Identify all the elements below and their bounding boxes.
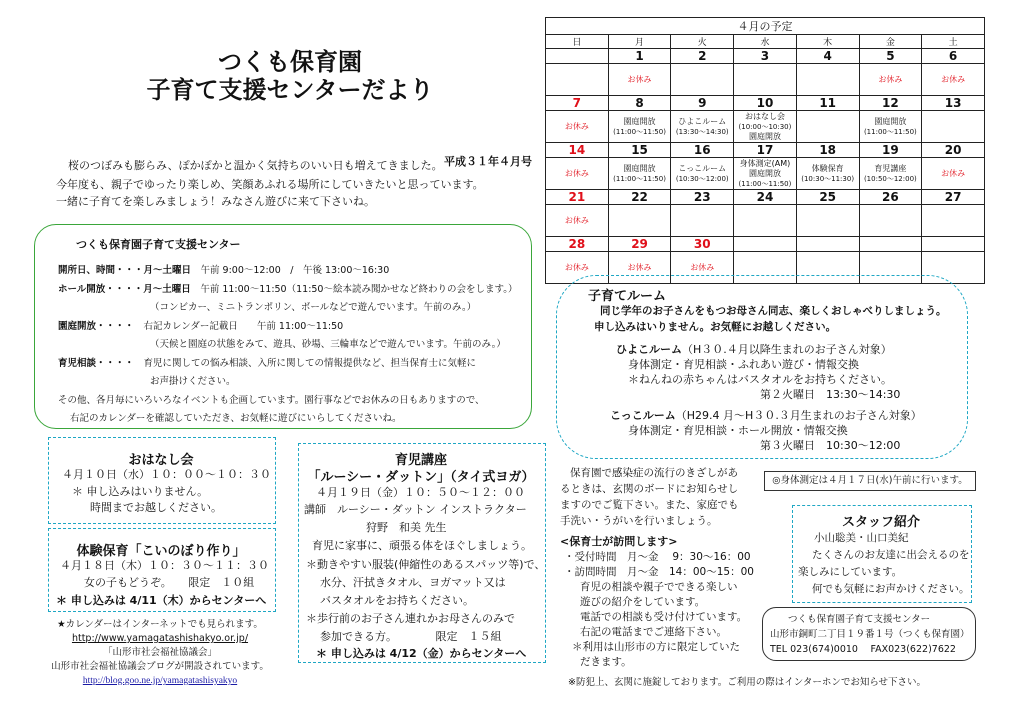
ikuji-line: ＊歩行前のお子さん連れかお母さんのみで	[306, 612, 515, 625]
calendar-date-number: 18	[796, 143, 859, 158]
visit-line: だきます。	[580, 656, 632, 668]
calendar-day-cell	[859, 111, 922, 143]
infection-line: ますのでご覧下さい。また、家庭でも	[560, 499, 739, 511]
ikuji-line: 狩野 和美 先生	[366, 521, 447, 534]
calendar-event-label: ひよこルーム	[678, 116, 727, 126]
calendar-event-label: (10:50～12:00)	[863, 174, 917, 183]
calendar-date-number: 26	[859, 190, 922, 205]
visit-line: ＊利用は山形市の方に限定していた	[572, 641, 740, 653]
calendar-event-label: 育児講座	[874, 163, 907, 173]
calendar-event-label: 園庭開放	[623, 116, 656, 126]
calendar-day-cell	[796, 205, 859, 237]
calendar-dow: 日	[546, 35, 609, 49]
calendar-event-label: (11:00～11:50)	[738, 179, 792, 188]
calendar-event-label: 園庭開放	[748, 168, 781, 178]
intro-line-3: 一緒に子育てを楽しみましょう！みなさん遊びに来て下さいね。	[56, 195, 375, 208]
calendar-event-label: こっこルーム	[678, 163, 727, 173]
calendar-day-cell	[859, 205, 922, 237]
calendar-date-number: 4	[796, 49, 859, 64]
ohanashi-note: 時間までお越しください。	[90, 501, 222, 514]
kocco-title: こっこルーム	[610, 409, 676, 422]
calendar-day-cell	[796, 64, 859, 96]
calendar-day-cell	[796, 158, 859, 190]
calendar-date-number	[546, 49, 609, 64]
calendar-day-cell	[922, 64, 985, 96]
infection-line: 保育園で感染症の流行のきざしがあ	[570, 467, 738, 479]
calendar-date-number: 20	[922, 143, 985, 158]
calendar-date-number: 22	[608, 190, 671, 205]
infection-line: るときは、玄関のボードにお知らせし	[560, 483, 739, 495]
visit-line: 遊びの紹介をしています。	[580, 596, 706, 608]
calendar-date-number: 25	[796, 190, 859, 205]
calendar-holiday-label: お休み	[627, 74, 652, 84]
calendar-day-cell	[859, 64, 922, 96]
calendar-date-number	[734, 237, 797, 252]
calendar-event-label: おはなし会	[744, 111, 785, 121]
calendar-holiday-label: お休み	[690, 262, 715, 272]
hiyoko-line: 身体測定・育児相談・ふれあい遊び・情報交換	[628, 358, 859, 371]
visit-line: ・受付時間 月～金 9：30～16：00	[564, 551, 751, 563]
title-line-2: 子育て支援センターだより	[146, 76, 434, 104]
ikuji-heading-2: 「ルーシー・ダットン」（タイ式ヨガ）	[307, 470, 535, 485]
web-line: 「山形市社会福祉協議会」	[102, 647, 217, 658]
web-link-1[interactable]: http://www.yamagatashishakyo.or.jp/	[71, 633, 249, 644]
calendar-holiday-label: お休み	[564, 215, 589, 225]
center-line: お声掛けください。	[150, 376, 236, 387]
calendar-date-number: 21	[546, 190, 609, 205]
contact-address: 山形市銅町二丁目１９番１号（つくも保育園）	[770, 629, 970, 640]
contact-name: つくも保育園子育て支援センター	[788, 614, 931, 625]
calendar-date-number: 13	[922, 96, 985, 111]
calendar-date-number: 3	[734, 49, 797, 64]
calendar-dow: 金	[859, 35, 922, 49]
issue-date: 平成３１年４月号	[444, 155, 532, 168]
calendar-date-number: 7	[546, 96, 609, 111]
center-line: （天候と園庭の状態をみて、遊具、砂場、三輪車などで遊んでいます。午前のみ。）	[150, 339, 506, 350]
calendar-holiday-label: お休み	[878, 74, 903, 84]
center-line: その他、各月毎にいろいろなイベントも企画しています。園行事などでお休みの日もありますので、	[58, 394, 485, 406]
calendar-holiday-label: お休み	[627, 262, 652, 272]
infection-notice	[560, 465, 739, 529]
ikuji-heading-1: 育児講座	[394, 453, 447, 468]
calendar-date-number: 28	[546, 237, 609, 252]
contact-details	[766, 612, 972, 657]
calendar-date-number: 11	[796, 96, 859, 111]
calendar-day-cell	[734, 158, 797, 190]
calendar-event-label: (10:30～11:30)	[801, 174, 855, 183]
calendar-event-label: (11:00～11:50)	[863, 127, 917, 136]
visit-heading: <保育士が訪問します>	[560, 535, 678, 548]
contact-phone: TEL 023(674)0010 FAX023(622)7622	[770, 644, 956, 655]
calendar-dow: 土	[922, 35, 985, 49]
calendar-date-number: 27	[922, 190, 985, 205]
hiyoko-line: 第２火曜日 13:30～14:30	[760, 388, 901, 401]
center-line: 開所日、時間・・・月～土曜日 午前 9:00～12:00 / 午後 13:00～16:30	[58, 265, 390, 276]
center-line: 園庭開放・・・・ 右記カレンダー記載日 午前 11:00～11:50	[58, 320, 344, 332]
calendar-date-number: 6	[922, 49, 985, 64]
calendar-date-number: 17	[734, 143, 797, 158]
calendar-date-number: 29	[608, 237, 671, 252]
center-heading: つくも保育園子育て支援センター	[76, 238, 241, 251]
staff-heading: スタッフ紹介	[841, 515, 920, 530]
calendar-date-number: 10	[734, 96, 797, 111]
calendar-date-number: 23	[671, 190, 734, 205]
hiyoko-line: ＊ねんねの赤ちゃんはバスタオルをお持ちください。	[628, 373, 892, 386]
kosodate-room-intro: 同じ学年のお子さんをもつお母さん同志、楽しくおしゃべりしましょう。	[600, 305, 947, 317]
calendar-day-cell	[671, 205, 734, 237]
web-line: 山形市社会福祉協議会ブログが開設されています。	[51, 661, 269, 672]
calendar-day-cell	[796, 111, 859, 143]
calendar-event-label: 園庭開放	[748, 131, 781, 141]
calendar-day-cell	[608, 111, 671, 143]
calendar-day-cell	[608, 64, 671, 96]
calendar-holiday-label: お休み	[941, 168, 966, 178]
staff-line: 楽しみにしています。	[798, 566, 903, 578]
staff-line: 何でも気軽にお声かけください。	[812, 583, 970, 595]
web-info	[40, 618, 280, 688]
calendar-event-label: (11:00～11:50)	[613, 127, 666, 136]
calendar-date-number: 5	[859, 49, 922, 64]
ikuji-apply: ＊ 申し込みは 4/12（金）からセンターへ	[316, 647, 527, 660]
calendar-day-cell	[546, 64, 609, 96]
taiken-limit: 女の子もどうぞ。 限定 １０組	[84, 576, 255, 589]
calendar-date-number: 2	[671, 49, 734, 64]
kocco-line: 第３火曜日 10:30～12:00	[760, 439, 901, 452]
calendar-event-label: (13:30～14:30)	[675, 127, 729, 136]
calendar-day-cell	[922, 158, 985, 190]
kosodate-room-intro: 申し込みはいりません。お気軽にお越しください。	[594, 321, 837, 333]
center-line: 右記のカレンダーを確認していただき、お気軽に遊びにいらしてくださいね。	[70, 413, 402, 424]
calendar-date-number: 9	[671, 96, 734, 111]
hiyoko-title: ひよこルーム	[616, 343, 682, 356]
calendar-holiday-label: お休み	[564, 168, 589, 178]
center-line: （コンビカー、ミニトランポリン、ボールなどで遊んでいます。午前のみ。）	[150, 302, 477, 313]
calendar-day-cell	[859, 158, 922, 190]
taiken-heading: 体験保育「こいのぼり作り」	[76, 544, 246, 559]
calendar-day-cell	[671, 158, 734, 190]
center-lines	[58, 262, 517, 429]
calendar-date-number: 15	[608, 143, 671, 158]
ikuji-line: 講師 ルーシー・ダットン インストラクター	[304, 503, 527, 516]
ikuji-line: ＊動きやすい服装(伸縮性のあるスパッツ等)で、	[306, 558, 546, 571]
calendar-day-cell	[546, 158, 609, 190]
calendar-event-label: (10:00～10:30)	[738, 122, 792, 131]
calendar-event-label: (11:00～11:50)	[613, 174, 666, 183]
calendar-day-cell	[922, 111, 985, 143]
kosodate-room-heading: 子育てルーム	[588, 289, 667, 304]
calendar-date-number	[922, 237, 985, 252]
title-line-1: つくも保育園	[218, 48, 362, 76]
ikuji-date: ４月１９日（金）１０：５０～１２：００	[316, 486, 525, 499]
calendar-dow: 水	[734, 35, 797, 49]
kocco-line: 身体測定・育児相談・ホール開放・情報交換	[628, 424, 848, 437]
calendar-holiday-label: お休み	[941, 74, 966, 84]
web-link-2[interactable]: http://blog.goo.ne.jp/yamagatashisyakyo	[82, 676, 238, 686]
calendar-date-number: 8	[608, 96, 671, 111]
visit-line: 右記の電話までご連絡下さい。	[580, 626, 727, 638]
calendar-date-number	[796, 237, 859, 252]
calendar-date-number: 16	[671, 143, 734, 158]
calendar-dow: 火	[671, 35, 734, 49]
calendar-date-number: 24	[734, 190, 797, 205]
calendar-date-number: 1	[608, 49, 671, 64]
infection-line: 手洗い・うがいを行いましょう。	[560, 515, 718, 527]
ikuji-line: 水分、汗拭きタオル、ヨガマット又は	[320, 576, 506, 589]
ikuji-line: バスタオルをお持ちください。	[320, 594, 474, 607]
center-line: ホール開放・・・・月～土曜日 午前 11:00～11:50（11:50～絵本読み聞かせなど終わりの会をします。）	[58, 283, 518, 295]
ikuji-line: 育児に家事に、頑張る体をほぐしましょう。	[312, 539, 532, 552]
calendar-day-cell	[922, 205, 985, 237]
calendar-dow: 月	[608, 35, 671, 49]
staff-line: たくさんのお友達に出会えるのを	[812, 549, 970, 561]
calendar-event-label: 身体測定(AM)	[739, 158, 791, 168]
calendar-event-label: 園庭開放	[623, 163, 656, 173]
ohanashi-heading: おはなし会	[128, 453, 194, 468]
calendar-date-number	[859, 237, 922, 252]
web-line: ★カレンダーはインターネットでも見られます。	[57, 619, 263, 630]
ohanashi-date: ４月１０日（水）１０：００～１０：３０	[62, 468, 271, 481]
center-line: 育児相談・・・・ 育児に関しての悩み相談、入所に関しての情報提供など、担当保育士に気軽に	[58, 357, 477, 369]
intro-line-1: 桜のつぼみも膨らみ、ぽかぽかと温かく気持ちのいい日も増えてきました。	[68, 159, 443, 172]
calendar-day-cell	[734, 111, 797, 143]
calendar-day-cell	[734, 205, 797, 237]
calendar-holiday-label: お休み	[564, 121, 589, 131]
calendar-caption: ４月の予定	[546, 18, 985, 35]
calendar-day-cell	[608, 158, 671, 190]
calendar-day-cell	[671, 64, 734, 96]
calendar-holiday-label: お休み	[564, 262, 589, 272]
calendar-day-cell	[671, 111, 734, 143]
calendar-date-number: 14	[546, 143, 609, 158]
april-calendar	[545, 17, 985, 284]
ohanashi-note: ＊ 申し込みはいりません。	[72, 485, 209, 498]
calendar-day-cell	[546, 205, 609, 237]
taiken-apply: ＊ 申し込みは 4/11（木）からセンターへ	[56, 594, 267, 607]
visit-line: 育児の相談や親子でできる楽しい	[580, 581, 738, 593]
calendar-date-number: 30	[671, 237, 734, 252]
footer-note: ※防犯上、玄関に施錠しております。ご利用の際はインターホンでお知らせ下さい。	[568, 677, 927, 688]
staff-names: 小山聡美・山口美紀	[814, 532, 909, 544]
intro-line-2: 今年度も、親子でゆったり楽しめ、笑顔あふれる場所にしていきたいと思っています。	[56, 178, 484, 191]
calendar-event-label: 体験保育	[811, 163, 844, 173]
calendar-dow: 木	[796, 35, 859, 49]
measurement-note: ◎身体測定は４月１７日(水)午前に行います。	[764, 471, 976, 491]
calendar-event-label: 園庭開放	[874, 116, 907, 126]
visit-details	[564, 550, 754, 670]
taiken-date: ４月１８日（木）１０：３０～１１：３０	[60, 559, 269, 572]
ikuji-line: 参加できる方。 限定 １５組	[320, 630, 502, 643]
calendar-day-cell	[734, 64, 797, 96]
calendar-date-number: 19	[859, 143, 922, 158]
calendar-day-cell	[546, 111, 609, 143]
kocco-target: （H29.4 月～H３０.３月生まれのお子さん対象）	[675, 409, 922, 422]
staff-details	[792, 530, 972, 598]
calendar-event-label: (10:30～12:00)	[675, 174, 729, 183]
visit-line: 電話での相談も受け付けています。	[580, 611, 748, 623]
calendar-date-number: 12	[859, 96, 922, 111]
calendar-day-cell	[608, 205, 671, 237]
hiyoko-target: （H３０.４月以降生まれのお子さん対象）	[682, 343, 892, 356]
visit-line: ・訪問時間 月～金 14：00～15：00	[564, 566, 754, 578]
